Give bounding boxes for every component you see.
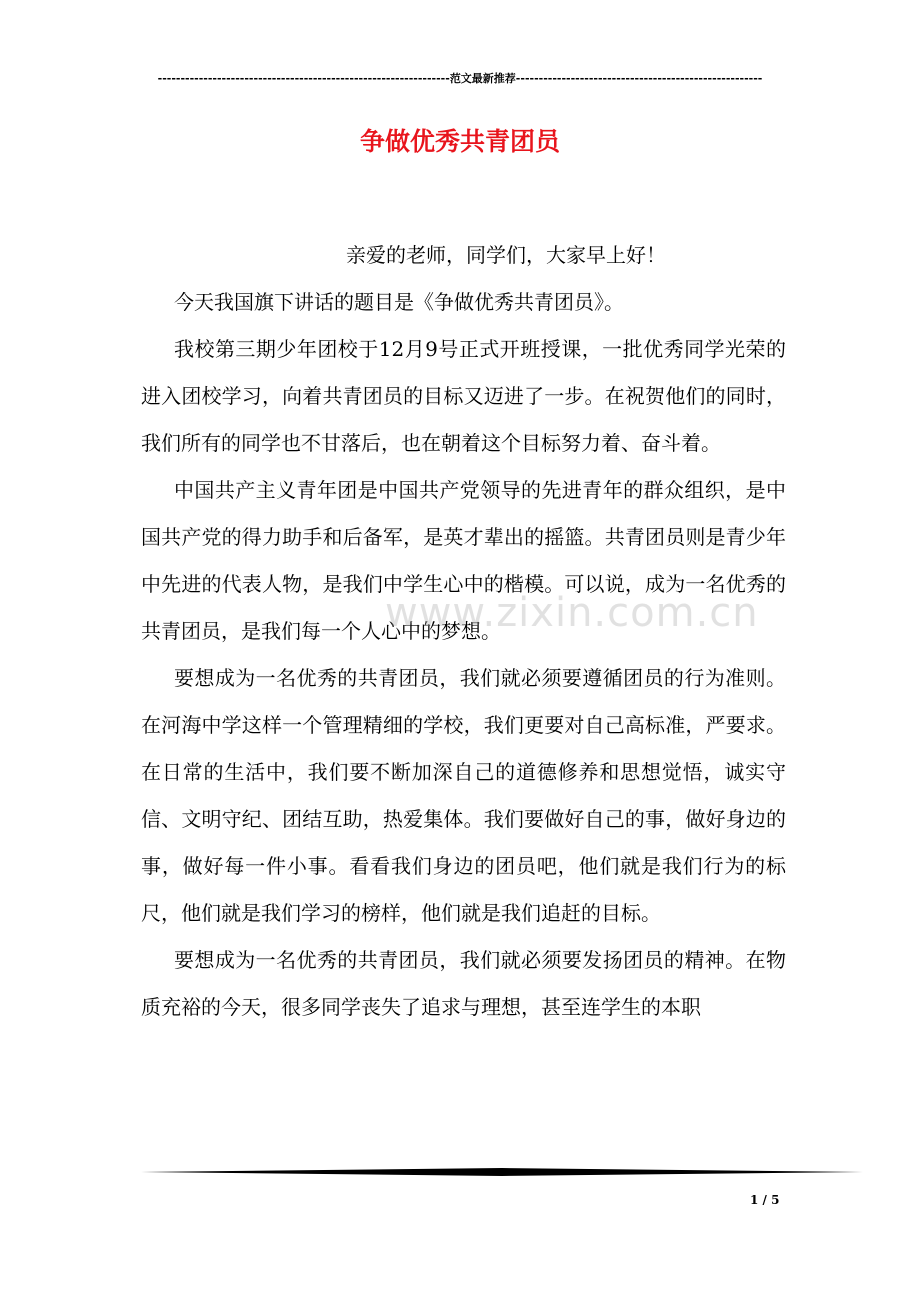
paragraph-3: 中国共产主义青年团是中国共产党领导的先进青年的群众组织，是中国共产党的得力助手和后备军，是英才辈出的摇篮。共青团员则是青少年中先进的代表人物，是我们中学生心中的楷模。可以说，成为一名优秀的共青团员，是我们每一个人心中的梦想。 — [141, 478, 786, 643]
paragraph-5: 要想成为一名优秀的共青团员，我们就必须要发扬团员的精神。在物质充裕的今天，很多同学丧失了追求与理想，甚至连学生的本职 — [141, 948, 786, 1019]
page-header: ----------------------------------------------------------------范文最新推荐------------------------------------------------------ — [157, 72, 763, 85]
greeting: 亲爱的老师，同学们，大家早上好！ — [346, 243, 666, 267]
watermark: www.zixin.com.cn — [385, 590, 759, 636]
paragraph-4: 要想成为一名优秀的共青团员，我们就必须要遵循团员的行为准则。在河海中学这样一个管理精细的学校，我们更要对自己高标准，严要求。在日常的生活中，我们要不断加深自己的道德修养和思想觉悟，诚实守信、文明守纪、团结互助，热爱集体。我们要做好自己的事，做好身边的事，做好每一件小事。看看我们身边的团员吧，他们就是我们行为的标尺，他们就是我们学习的榜样，他们就是我们追赶的目标。 — [141, 666, 786, 925]
document-title: 争做优秀共青团员 — [359, 127, 560, 156]
page-number: 1 / 5 — [750, 1193, 780, 1207]
paragraph-1: 今天我国旗下讲话的题目是《争做优秀共青团员》。 — [174, 290, 624, 314]
paragraph-2: 我校第三期少年团校于12月9号正式开班授课，一批优秀同学光荣的进入团校学习，向着共青团员的目标又迈进了一步。在祝贺他们的同时，我们所有的同学也不甘落后，也在朝着这个目标努力着、奋斗着。 — [141, 337, 786, 455]
footer-rule — [141, 1168, 863, 1176]
